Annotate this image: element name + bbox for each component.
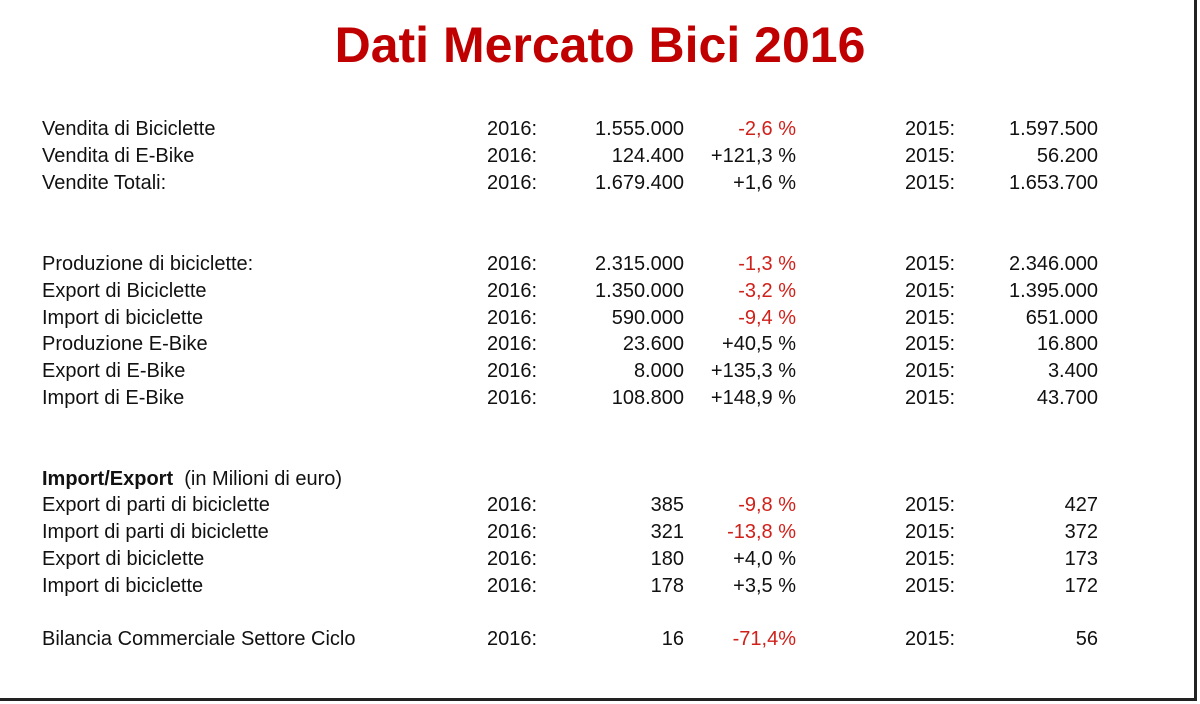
row-label: Export di Biciclette [42, 280, 207, 302]
year-2015-label: 2015: [905, 548, 956, 570]
page-title: Dati Mercato Bici 2016 [334, 17, 866, 73]
year-2016-label: 2016: [487, 333, 538, 355]
year-2016-label: 2016: [487, 628, 538, 650]
value-2016: 1.350.000 [595, 280, 684, 302]
change-percent: +135,3 % [710, 360, 796, 382]
table-row [0, 519, 1200, 545]
year-2016-label: 2016: [487, 118, 538, 140]
value-2016: 1.555.000 [595, 118, 684, 140]
year-2016-label: 2016: [487, 307, 538, 329]
year-2015-label: 2015: [905, 172, 956, 194]
value-2016: 16 [661, 628, 684, 650]
row-label: Import di biciclette [42, 307, 204, 329]
value-2016: 108.800 [611, 387, 684, 409]
year-2016-label: 2016: [487, 280, 538, 302]
change-percent: +121,3 % [710, 145, 796, 167]
value-2015: 2.346.000 [1009, 253, 1098, 275]
value-2016: 590.000 [611, 307, 684, 329]
value-2015: 1.653.700 [1009, 172, 1098, 194]
change-percent: +3,5 % [733, 575, 796, 597]
value-2015: 651.000 [1025, 307, 1098, 329]
table-row [0, 251, 1200, 277]
table-row [0, 116, 1200, 142]
change-percent: -1,3 % [738, 253, 796, 275]
change-percent: -71,4% [732, 628, 796, 650]
year-2015-label: 2015: [905, 280, 956, 302]
value-2015: 1.597.500 [1009, 118, 1098, 140]
value-2016: 1.679.400 [595, 172, 684, 194]
value-2015: 43.700 [1036, 387, 1098, 409]
change-percent: -3,2 % [738, 280, 796, 302]
section-heading-unit: (in Milioni di euro) [184, 468, 343, 490]
row-label: Import di parti di biciclette [42, 521, 269, 543]
table-row [0, 385, 1200, 411]
year-2015-label: 2015: [905, 360, 956, 382]
year-2015-label: 2015: [905, 145, 956, 167]
row-label: Vendite Totali: [42, 172, 167, 194]
value-2016: 180 [650, 548, 684, 570]
table-row [0, 170, 1200, 196]
table-row [0, 546, 1200, 572]
value-2015: 172 [1064, 575, 1098, 597]
value-2015: 372 [1064, 521, 1098, 543]
year-2016-label: 2016: [487, 360, 538, 382]
year-2015-label: 2015: [905, 307, 956, 329]
table-row [0, 278, 1200, 304]
year-2016-label: 2016: [487, 521, 538, 543]
row-label: Produzione E-Bike [42, 333, 208, 355]
year-2016-label: 2016: [487, 494, 538, 516]
table-row [0, 331, 1200, 357]
row-label: Import di E-Bike [42, 387, 185, 409]
year-2016-label: 2016: [487, 548, 538, 570]
change-percent: +148,9 % [710, 387, 796, 409]
value-2016: 2.315.000 [595, 253, 684, 275]
year-2015-label: 2015: [905, 521, 956, 543]
year-2015-label: 2015: [905, 628, 956, 650]
value-2015: 16.800 [1036, 333, 1098, 355]
value-2015: 1.395.000 [1009, 280, 1098, 302]
table-row [0, 143, 1200, 169]
year-2015-label: 2015: [905, 575, 956, 597]
table-row [0, 358, 1200, 384]
table-row [0, 626, 1200, 652]
table-row [0, 492, 1200, 518]
year-2016-label: 2016: [487, 145, 538, 167]
row-label: Export di E-Bike [42, 360, 186, 382]
row-label: Vendita di E-Bike [42, 145, 195, 167]
year-2015-label: 2015: [905, 253, 956, 275]
year-2015-label: 2015: [905, 494, 956, 516]
table-row [0, 305, 1200, 331]
change-percent: +4,0 % [733, 548, 796, 570]
row-label: Bilancia Commerciale Settore Ciclo [42, 628, 356, 650]
year-2016-label: 2016: [487, 172, 538, 194]
change-percent: +40,5 % [722, 333, 796, 355]
value-2015: 3.400 [1047, 360, 1098, 382]
value-2016: 385 [650, 494, 684, 516]
row-label: Import di biciclette [42, 575, 204, 597]
row-label: Export di biciclette [42, 548, 205, 570]
change-percent: -13,8 % [727, 521, 796, 543]
value-2015: 56 [1075, 628, 1098, 650]
change-percent: -9,4 % [738, 307, 796, 329]
year-2015-label: 2015: [905, 333, 956, 355]
value-2016: 23.600 [622, 333, 684, 355]
table-row [0, 573, 1200, 599]
value-2016: 178 [650, 575, 684, 597]
change-percent: -2,6 % [738, 118, 796, 140]
value-2016: 124.400 [611, 145, 684, 167]
year-2016-label: 2016: [487, 253, 538, 275]
value-2016: 321 [650, 521, 684, 543]
year-2015-label: 2015: [905, 387, 956, 409]
year-2016-label: 2016: [487, 575, 538, 597]
value-2016: 8.000 [633, 360, 684, 382]
row-label: Export di parti di biciclette [42, 494, 270, 516]
value-2015: 173 [1064, 548, 1098, 570]
row-label: Produzione di biciclette: [42, 253, 254, 275]
section-heading-title: Import/Export [42, 468, 174, 490]
value-2015: 56.200 [1036, 145, 1098, 167]
year-2015-label: 2015: [905, 118, 956, 140]
row-label: Vendita di Biciclette [42, 118, 216, 140]
year-2016-label: 2016: [487, 387, 538, 409]
value-2015: 427 [1064, 494, 1098, 516]
change-percent: +1,6 % [733, 172, 796, 194]
change-percent: -9,8 % [738, 494, 796, 516]
section-heading [0, 466, 1200, 492]
